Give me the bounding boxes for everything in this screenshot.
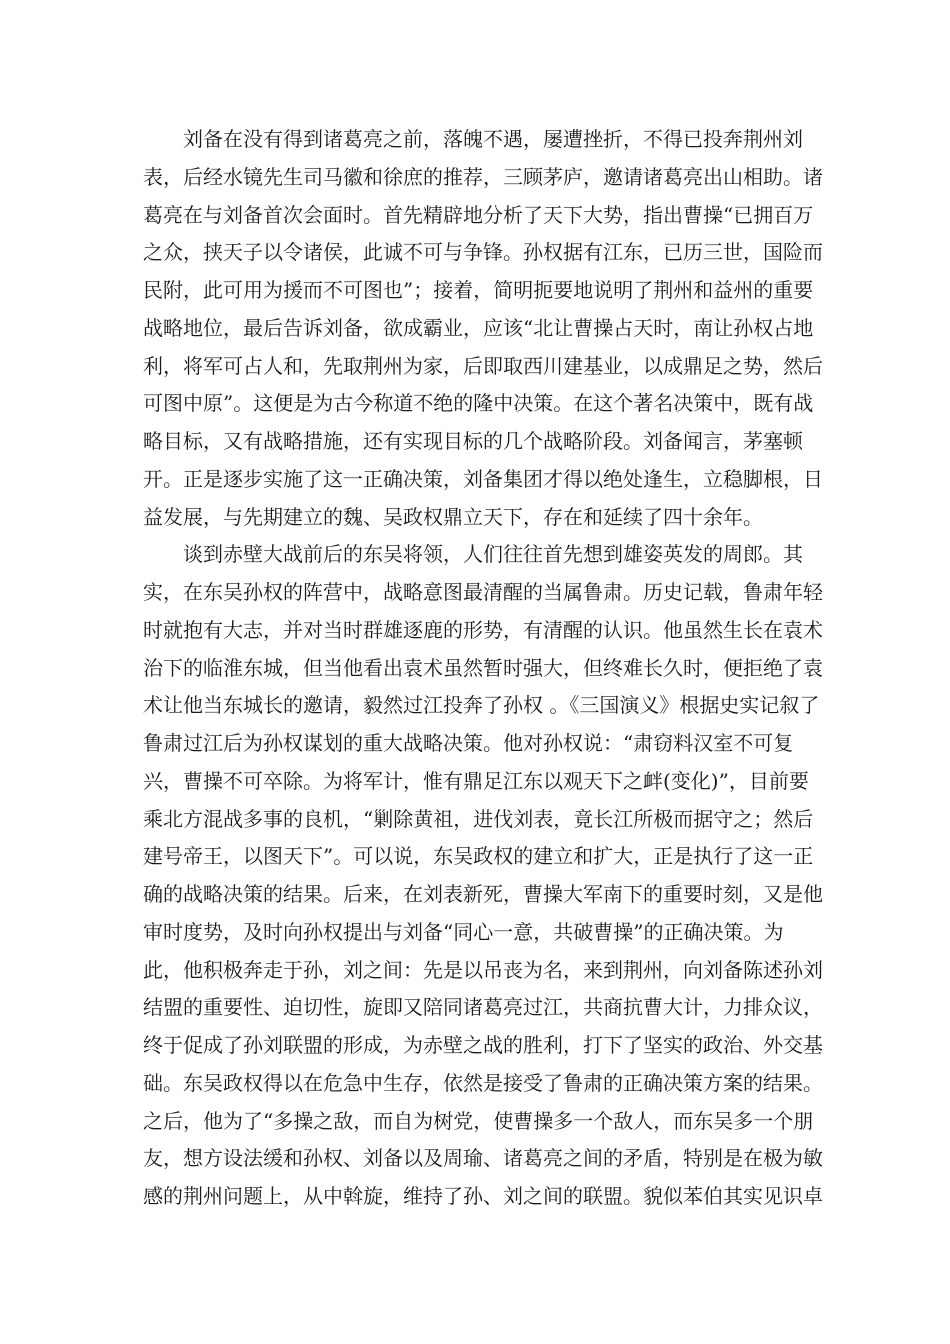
text-line: 乘北方混战多事的良机，“剿除黄祖，进伐刘表，竟长江所极而据守之；然后 (143, 806, 814, 831)
text-line: 民附，此可用为援而不可图也”；接着，简明扼要地说明了荆州和益州的重要 (143, 278, 814, 302)
text-line: 术让他当东城长的邀请，毅然过江投奔了孙权 。《三国演义》根据史实记叙了 (143, 693, 820, 718)
text-line: 兴，曹操不可卒除。为将军计，惟有鼎足江东以观天下之衅(变化)”，目前要 (143, 768, 809, 793)
text-line: 刘备在没有得到诸葛亮之前，落魄不遇，屡遭挫折，不得已投奔荆州刘 (143, 127, 803, 151)
text-line: 利，将军可占人和，先取荆州为家，后即取西川建基业，以成鼎足之势，然后 (143, 353, 823, 378)
text-line: 础。东吴政权得以在危急中生存，依然是接受了鲁肃的正确决策方案的结果。 (143, 1070, 823, 1095)
text-line: 之后，他为了“多操之敌，而自为树党，使曹操多一个敌人，而东吴多一个朋 (143, 1108, 814, 1133)
text-line: 鲁肃过江后为孙权谋划的重大战略决策。他对孙权说：“肃窃料汉室不可复 (143, 731, 794, 755)
text-line: 之众，挟天子以令诸侯，此诚不可与争锋。孙权据有江东，已历三世，国险而 (143, 240, 823, 265)
text-line: 略目标，又有战略措施，还有实现目标的几个战略阶段。刘备闻言，茅塞顿 (143, 429, 803, 453)
text-line: 审时度势，及时向孙权提出与刘备“同心一意，共破曹操”的正确决策。为 (143, 919, 784, 944)
text-line: 谈到赤壁大战前后的东吴将领，人们往往首先想到雄姿英发的周郎。其 (143, 542, 803, 567)
text-line: 时就抱有大志，并对当时群雄逐鹿的形势，有清醒的认识。他虽然生长在袁术 (143, 617, 823, 642)
body-text (143, 121, 823, 1216)
text-line: 实，在东吴孙权的阵营中，战略意图最清醒的当属鲁肃。历史记载，鲁肃年轻 (143, 580, 823, 604)
text-line: 开。正是逐步实施了这一正确决策，刘备集团才得以绝处逢生，立稳脚根，日 (143, 466, 823, 491)
text-line: 终于促成了孙刘联盟的形成，为赤壁之战的胜利，打下了坚实的政治、外交基 (143, 1033, 823, 1057)
text-line: 确的战略决策的结果。后来，在刘表新死，曹操大军南下的重要时刻，又是他 (143, 882, 823, 906)
text-line: 建号帝王，以图天下”。可以说，东吴政权的建立和扩大，正是执行了这一正 (143, 844, 814, 869)
text-line: 感的荆州问题上，从中斡旋，维持了孙、刘之间的联盟。貌似苯伯其实见识卓 (143, 1184, 823, 1208)
text-line: 战略地位，最后告诉刘备，欲成霸业，应该“北让曹操占天时，南让孙权占地 (143, 315, 814, 340)
text-line: 葛亮在与刘备首次会面时。首先精辟地分析了天下大势，指出曹操“已拥百万 (143, 202, 814, 227)
text-line: 友，想方设法缓和孙权、刘备以及周瑜、诸葛亮之间的矛盾，特别是在极为敏 (143, 1146, 823, 1171)
text-line: 治下的临淮东城，但当他看出袁术虽然暂时强大，但终难长久时，便拒绝了袁 (143, 655, 823, 680)
text-line: 可图中原”。这便是为古今称道不绝的隆中决策。在这个著名决策中，既有战 (143, 391, 814, 416)
text-line: 表，后经水镜先生司马徽和徐庶的推荐，三顾茅庐，邀请诸葛亮出山相助。诸 (143, 164, 823, 189)
text-line: 此，他积极奔走于孙，刘之间：先是以吊丧为名，来到荆州，向刘备陈述孙刘 (143, 957, 823, 982)
text-line: 结盟的重要性、迫切性，旋即又陪同诸葛亮过江，共商抗曹大计，力排众议， (143, 995, 823, 1020)
text-line: 益发展，与先期建立的魏、吴政权鼎立天下，存在和延续了四十余年。 (143, 504, 763, 529)
